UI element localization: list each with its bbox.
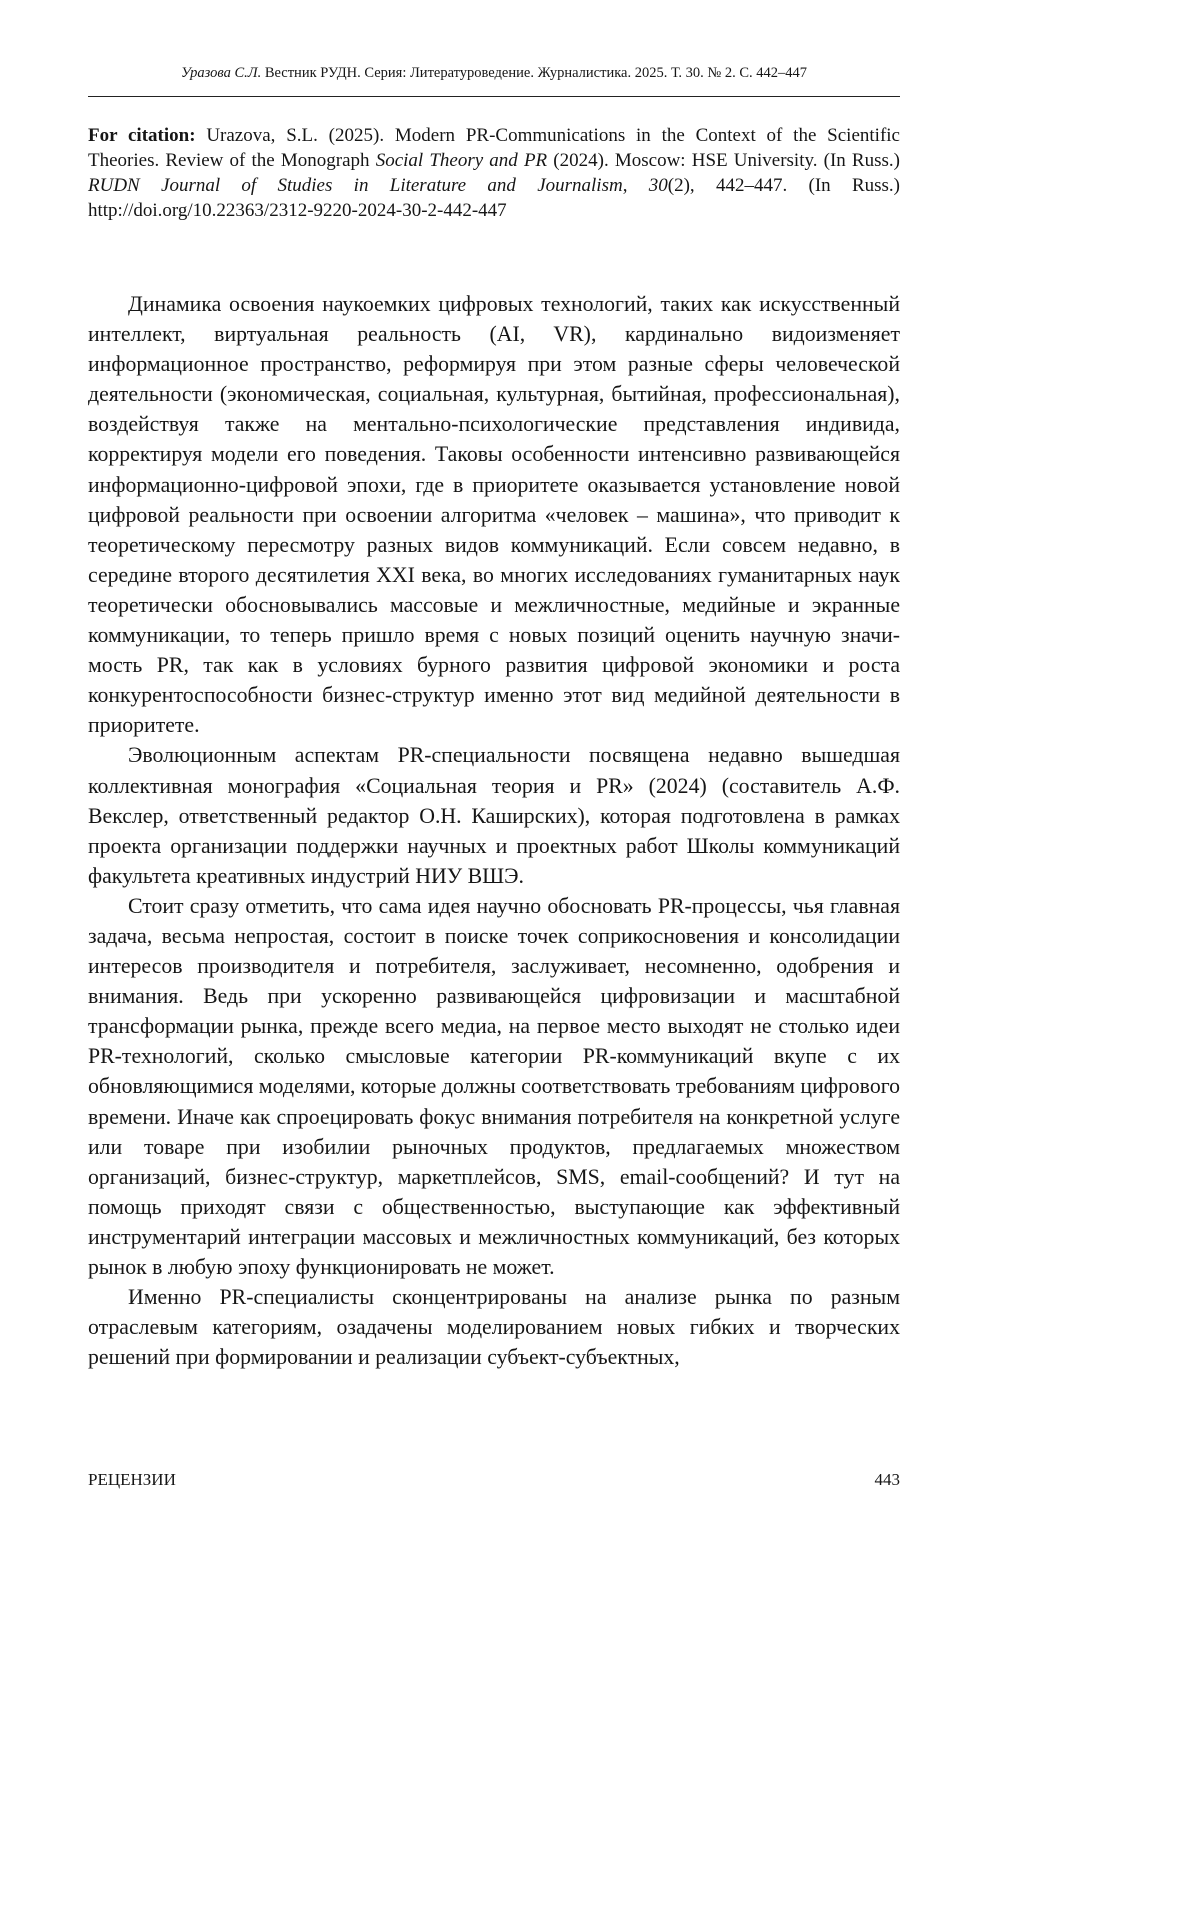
citation-text-1: Urazova, S.L. (2025). Modern PR-Communications in the Context of the Scientific Theories. Review of the Monograph [88,125,900,171]
citation-monograph-title: Social Theory and PR [375,150,548,171]
article-body [88,289,900,1372]
citation-journal-title: RUDN Journal of Studies in Literature and Journalism [88,175,623,196]
citation-text-4: (2), 442–447. (In Russ.) http://doi.org/10.22363/2312-9220-2024-30-2-442-447 [88,175,900,221]
body-paragraph: Стоит сразу отметить, что сама идея научно обосновать PR-процессы, чья главная задача, весьма непростая, состоит в поиске точек соприкосновения и консолидации интересов производителя и потребителя, заслуживает, несомненно, одобрения и внимания. Ведь при ускоренно развивающейся цифровизации и масштабной трансформации рынка, прежде всего медиа, на первое место выходят не столько идеи PR-технологий, сколько смысловые категории PR-коммуникаций вкупе с их обновляющимися моделями, которые должны соответствовать требованиям цифрового времени. Иначе как спроецировать фокус внимания потребителя на конкретной услуге или товаре при изобилии рыночных продуктов, предлагаемых множеством организаций, бизнес-структур, маркетплейсов, SMS, email-сообщений? И тут на помощь приходят связи с общественностью, выступающие как эффективный инструментарий интеграции массовых и межличностных коммуникаций, без которых рынок в любую эпоху функционировать не может. [88,893,901,1279]
running-head-journal: Вестник РУДН. Серия: Литературоведение. Журналистика. 2025. Т. 30. № 2. С. 442–447 [264,65,808,81]
citation-volume: 30 [648,175,668,196]
citation-label: For citation: [88,125,196,146]
citation-text-2: (2024). Moscow: HSE University. (In Russ.) [547,150,900,171]
body-paragraph: Эволюционным аспектам PR-специальности посвящена недавно вышедшая коллективная монография «Социальная теория и PR» (2024) (составитель А.Ф. Векслер, ответственный редактор О.Н. Каширских), которая подготовлена в рамках проекта организации поддержки научных и проектных работ Школы коммуникаций факультета креативных индустрий НИУ ВШЭ. [88,743,900,888]
page-number: 443 [874,1470,900,1489]
body-paragraph: Именно PR-специалисты сконцентрированы на анализе рынка по разным отраслевым категориям, озадачены моделированием новых гибких и творческих решений при формировании и реализации субъект-субъектных, [88,1285,900,1370]
running-head-author: Уразова С.Л. [180,65,262,81]
citation-block [88,123,900,223]
page [88,0,900,1575]
body-paragraph: Динамика освоения наукоемких цифровых технологий, таких как искусственный интеллект, виртуальная реальность (AI, VR), кардинально видоизменяет информационное пространство, реформируя при этом разные сферы человеческой деятельности (экономическая, социальная, культурная, бытийная, профессиональная), воздействуя также на ментально-психологические представления индивида, корректируя модели его поведения. Таковы особенности интенсивно развивающейся информационно-цифровой эпохи, где в приоритете оказывается установление новой цифровой реальности при освоении алгоритма «человек – машина», что приводит к теоретическому пересмотру разных видов коммуникаций. Если совсем недавно, в середине второго десятилетия XXI века, во многих исследованиях гуманитарных наук теоретически обосновывались массовые и межличностные, медийные и экранные коммуникации, то теперь пришло время с новых позиций оценить научную значимость PR, так как в условиях бурного развития цифровой экономики и роста конкурентоспособности бизнес-структур именно этот вид медийной деятельности в приоритете. [88,292,900,738]
citation-text-3: , [622,175,649,196]
running-head [88,64,900,82]
footer-section-title: РЕЦЕНЗИИ [88,1470,176,1489]
header-rule [88,96,900,97]
